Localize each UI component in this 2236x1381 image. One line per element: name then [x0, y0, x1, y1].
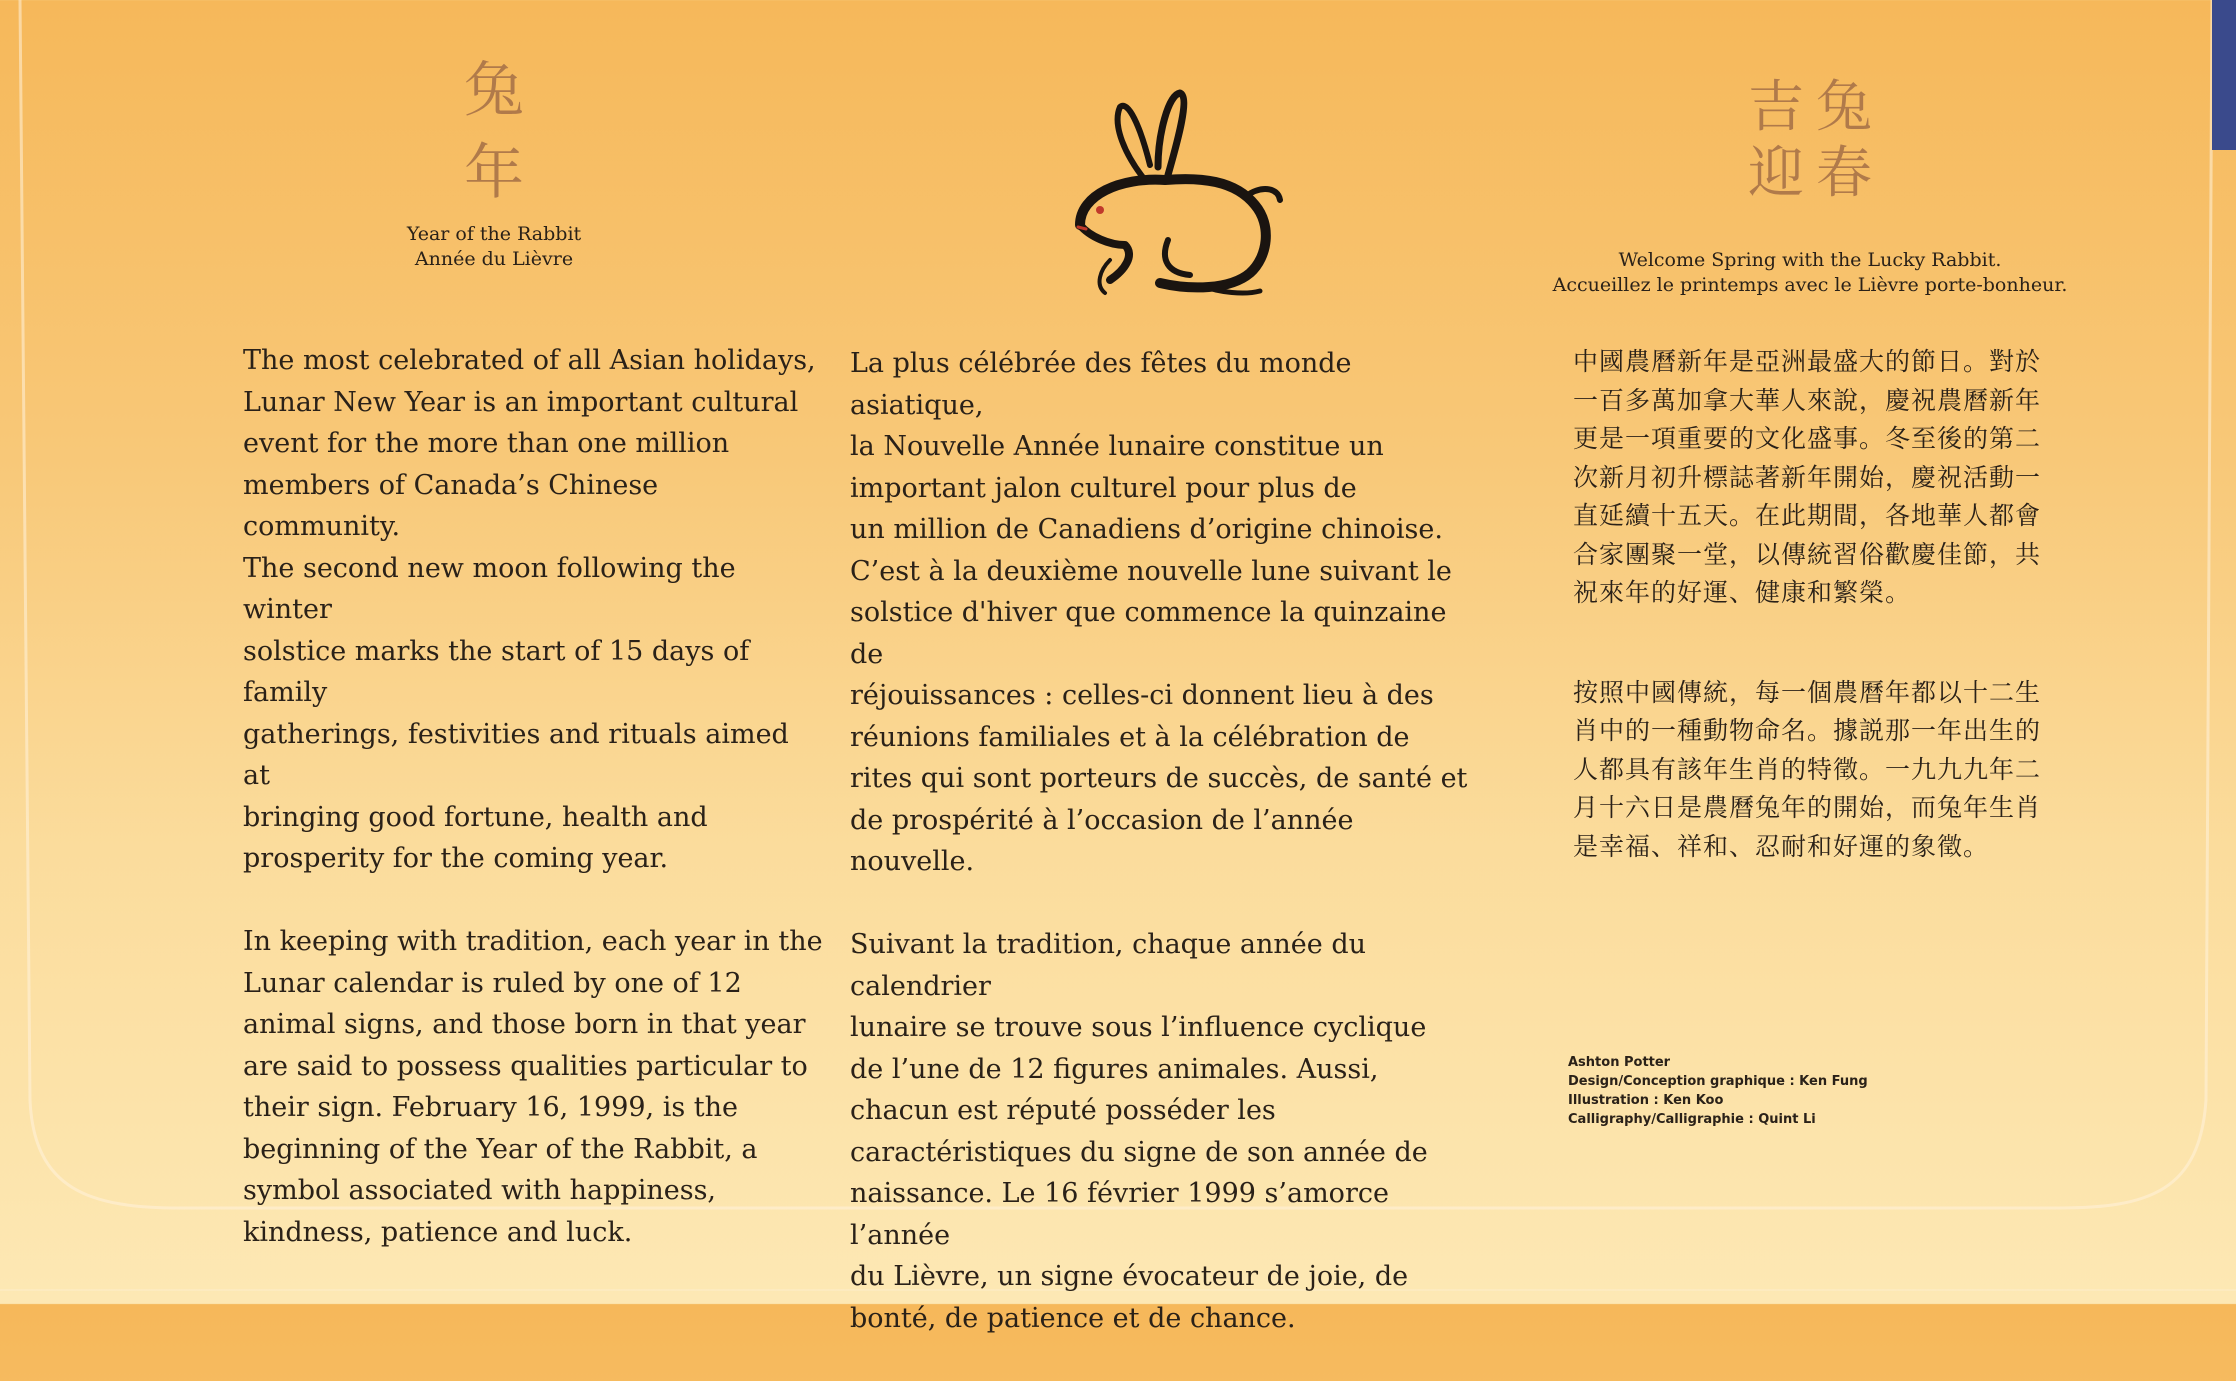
caption-en: Welcome Spring with the Lucky Rabbit. — [1618, 249, 2002, 271]
english-paragraph-2: In keeping with tradition, each year in the Lunar calendar is ruled by one of 12 animal signs, and those born in that year are said to possess qualities particular to their sign. February 16, 1999, is the beginning of the Year of the Rabbit, a symbol associated with happiness, kindness, patience and luck. — [243, 926, 823, 1248]
rabbit-icon — [1050, 85, 1300, 305]
year-of-rabbit-calligraphy: 兔年 — [464, 56, 524, 208]
calligraphy-char: 兔 — [1816, 75, 1872, 140]
chinese-paragraph-1: 中國農曆新年是亞洲最盛大的節日。對於 一百多萬加拿大華人來說，慶祝農曆新年 更是一項重要的文化盛事。冬至後的第二 次新月初升標誌著新年開始，慶祝活動一 直延續十五天。在此期間，各地華人都會 合家團聚一堂，以傳統習俗歡慶佳節，共 祝來年的好運、健康和繁榮。 — [1573, 347, 2042, 607]
caption-en: Year of the Rabbit — [406, 223, 582, 245]
caption-fr: Accueillez le printemps avec le Lièvre porte-bonheur. — [1552, 274, 2068, 296]
chinese-text-column — [1573, 343, 2073, 927]
french-text-column — [850, 343, 1470, 1381]
rabbit-brush-illustration — [1050, 85, 1300, 305]
calligraphy-char: 迎 — [1748, 141, 1804, 206]
rabbit-eye — [1096, 206, 1104, 214]
welcome-spring-calligraphy — [1540, 75, 2080, 212]
welcome-spring-header — [1540, 75, 2080, 298]
calligraphy-char: 春 — [1816, 141, 1872, 206]
caption-fr: Année du Lièvre — [414, 248, 574, 270]
chinese-paragraph-2: 按照中國傳統，每一個農曆年都以十二生 肖中的一種動物命名。據説那一年出生的 人都具有該年生肖的特徵。一九九九年二 月十六日是農曆兔年的開始，而兔年生肖 是幸福、祥和、忍耐和好運的象徵。 — [1573, 677, 2042, 861]
credit-design: Design/Conception graphique : Ken Fung — [1568, 1074, 1868, 1089]
credit-illustration: Illustration : Ken Koo — [1568, 1093, 1724, 1108]
corner-tab — [2212, 0, 2236, 150]
year-of-rabbit-header — [384, 50, 604, 272]
credit-printer: Ashton Potter — [1568, 1055, 1671, 1070]
french-paragraph-2: Suivant la tradition, chaque année du calendrier lunaire se trouve sous l’influence cyclique de l’une de 12 figures animales. Aussi, chacun est réputé posséder les caractéristiques du signe de son année de naissance. Le 16 février 1999 s’amorce l’année du Lièvre, un signe évocateur de joie, de bonté, de patience et de chance. — [850, 929, 1428, 1334]
calligraphy-char: 吉 — [1748, 75, 1804, 140]
credits-block — [1568, 1053, 1868, 1129]
credit-calligraphy: Calligraphy/Calligraphie : Quint Li — [1568, 1112, 1816, 1127]
english-text-column — [243, 340, 823, 1295]
english-paragraph-1: The most celebrated of all Asian holidays, Lunar New Year is an important cultural event for the more than one million members of Canada’s Chinese community. The second new moon following the winter solstice marks the start of 15 days of family gatherings, festivities and rituals aimed at bringing good fortune, health and prosperity for the coming year. — [243, 345, 816, 874]
french-paragraph-1: La plus célébrée des fêtes du monde asiatique, la Nouvelle Année lunaire constitue un important jalon culturel pour plus de un million de Canadiens d’origine chinoise. C’est à la deuxième nouvelle lune suivant le solstice d'hiver que commence la quinzaine de réjouissances : celles-ci donnent lieu à des réunions familiales et à la célébration de rites qui sont porteurs de succès, de santé et de prospérité à l’occasion de l’année nouvelle. — [850, 348, 1468, 877]
